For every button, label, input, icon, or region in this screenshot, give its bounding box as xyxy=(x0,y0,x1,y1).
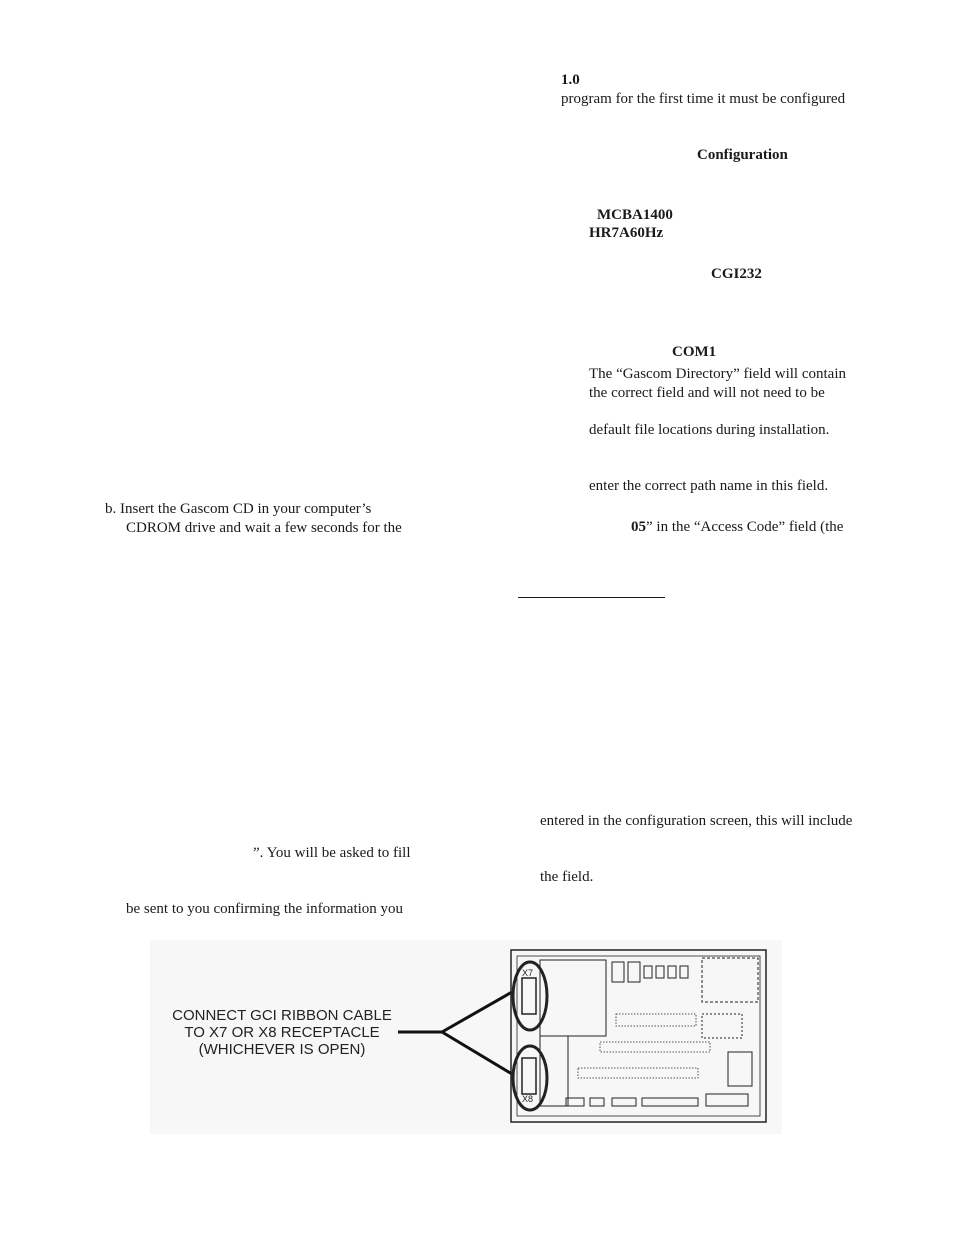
x7-label: X7 xyxy=(522,968,534,978)
port-com1-label: COM1 xyxy=(672,344,717,360)
version-number: 1.0 xyxy=(561,72,580,88)
text-default-locations: default file locations during installation. xyxy=(589,422,830,438)
step-b-line-1: b. Insert the Gascom CD in your computer’s xyxy=(105,501,372,517)
callout-line-1: CONNECT GCI RIBBON CABLE xyxy=(172,1007,392,1024)
text-the-field: the field. xyxy=(540,869,594,885)
configuration-label: Configuration xyxy=(697,147,788,163)
board-diagram xyxy=(150,940,782,1134)
board-connection-figure xyxy=(150,940,782,1134)
text-entered-configuration: entered in the configuration screen, this will include xyxy=(540,813,853,829)
model-hr7a-label: HR7A60Hz xyxy=(589,225,664,241)
x8-label: X8 xyxy=(522,1094,534,1104)
callout-text xyxy=(172,1007,392,1058)
model-mcba-label: MCBA1400 xyxy=(597,207,673,223)
text-access-code xyxy=(631,518,843,537)
text-confirm-line: be sent to you confirming the information you xyxy=(126,901,404,917)
access-code-value: 05 xyxy=(631,519,646,535)
text-gascom-directory-2: the correct field and will not need to be xyxy=(589,385,825,401)
step-b-line-2: CDROM drive and wait a few seconds for the xyxy=(126,520,402,536)
interface-cgi-label: CGI232 xyxy=(711,266,762,282)
text-enter-path: enter the correct path name in this field. xyxy=(589,478,829,494)
text-fill-line: ”. You will be asked to fill xyxy=(253,845,411,861)
text-line-first-time: program for the first time it must be configured xyxy=(561,91,846,107)
text-gascom-directory-1: The “Gascom Directory” field will contain xyxy=(589,366,846,382)
access-code-text: ” in the “Access Code” field (the xyxy=(646,519,844,535)
underline-rule xyxy=(518,597,665,598)
callout-line-3: (WHICHEVER IS OPEN) xyxy=(198,1041,366,1058)
callout-line-2: TO X7 OR X8 RECEPTACLE xyxy=(184,1024,380,1041)
